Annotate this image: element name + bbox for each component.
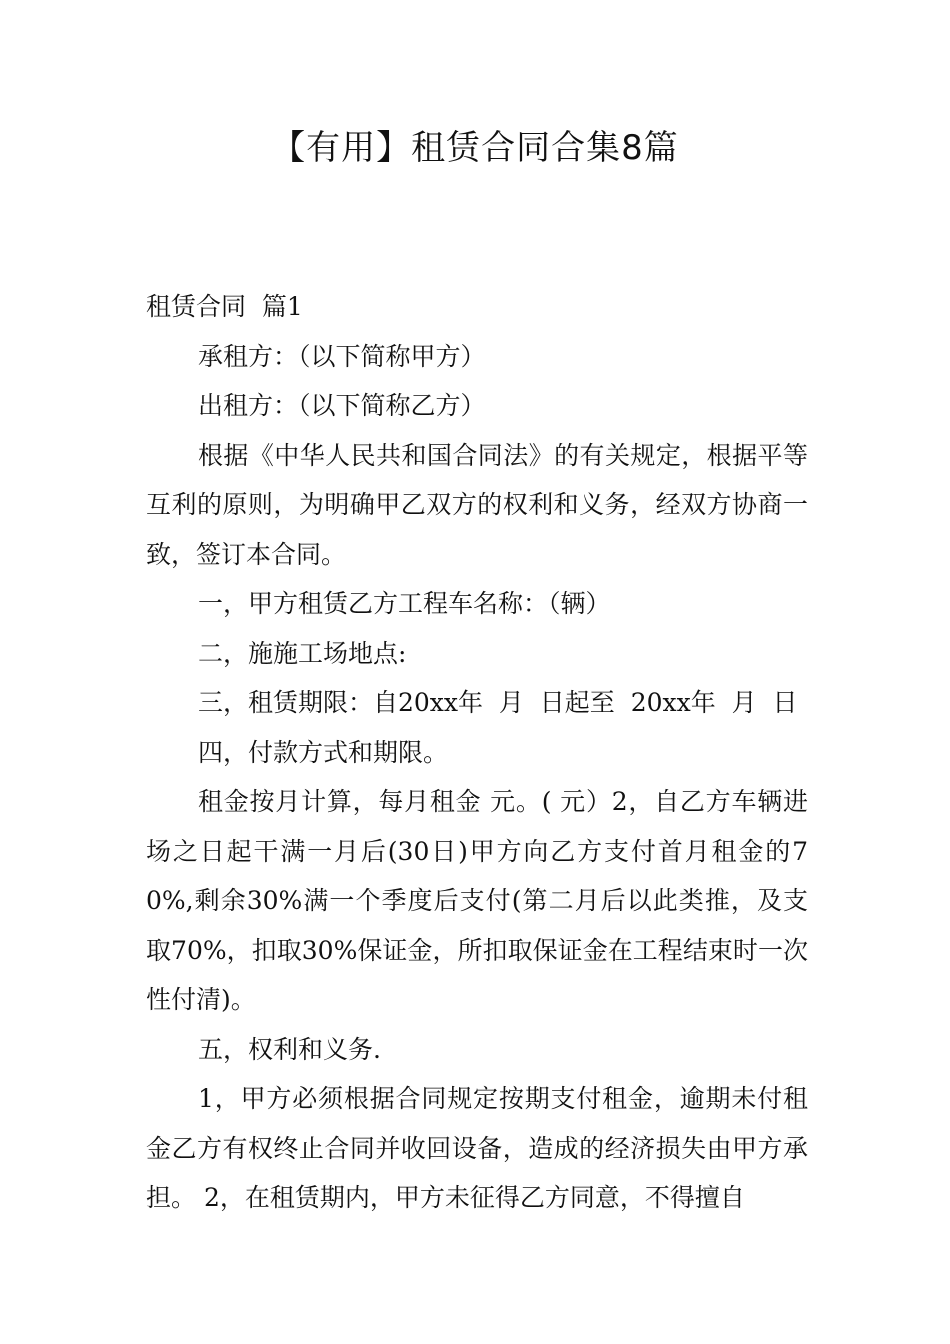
section-heading: 租赁合同 篇1 — [146, 292, 303, 321]
preamble-paragraph: 根据《中华人民共和国合同法》的有关规定，根据平等互利的原则，为明确甲乙双方的权利和义务，经双方协商一致，签订本合同。 — [146, 440, 808, 569]
clause-3: 三，租赁期限：自20xx年 月 日起至 20xx年 月 日 — [198, 688, 798, 717]
clause-2: 二，施施工场地点: — [198, 638, 407, 668]
clause-4: 四，付款方式和期限。 — [198, 737, 449, 767]
lessee-line: 承租方：（以下简称甲方） — [198, 341, 486, 371]
document-title: 【有用】租赁合同合集8篇 — [271, 128, 679, 168]
lessor-line: 出租方：（以下简称乙方） — [198, 391, 486, 420]
clause-1: 一，甲方租赁乙方工程车名称：（辆） — [198, 589, 611, 618]
clause-5: 五，权利和义务. — [198, 1034, 381, 1064]
document-body — [146, 282, 808, 1223]
rent-paragraph: 租金按月计算，每月租金 元。( 元）2，自乙方车辆进场之日起干满一月后(30日)甲方向乙方支付首月租金的70%,剩余30%满一个季度后支付(第二月后以此类推，及支取70%，扣取30%保证金，所扣取保证金在工程结束时一次性付清)。 — [146, 787, 808, 1014]
obligations-paragraph: 1，甲方必须根据合同规定按期支付租金，逾期未付租金乙方有权终止合同并收回设备，造成的经济损失由甲方承担。 2，在租赁期内，甲方未征得乙方同意，不得擅自 — [146, 1084, 808, 1212]
